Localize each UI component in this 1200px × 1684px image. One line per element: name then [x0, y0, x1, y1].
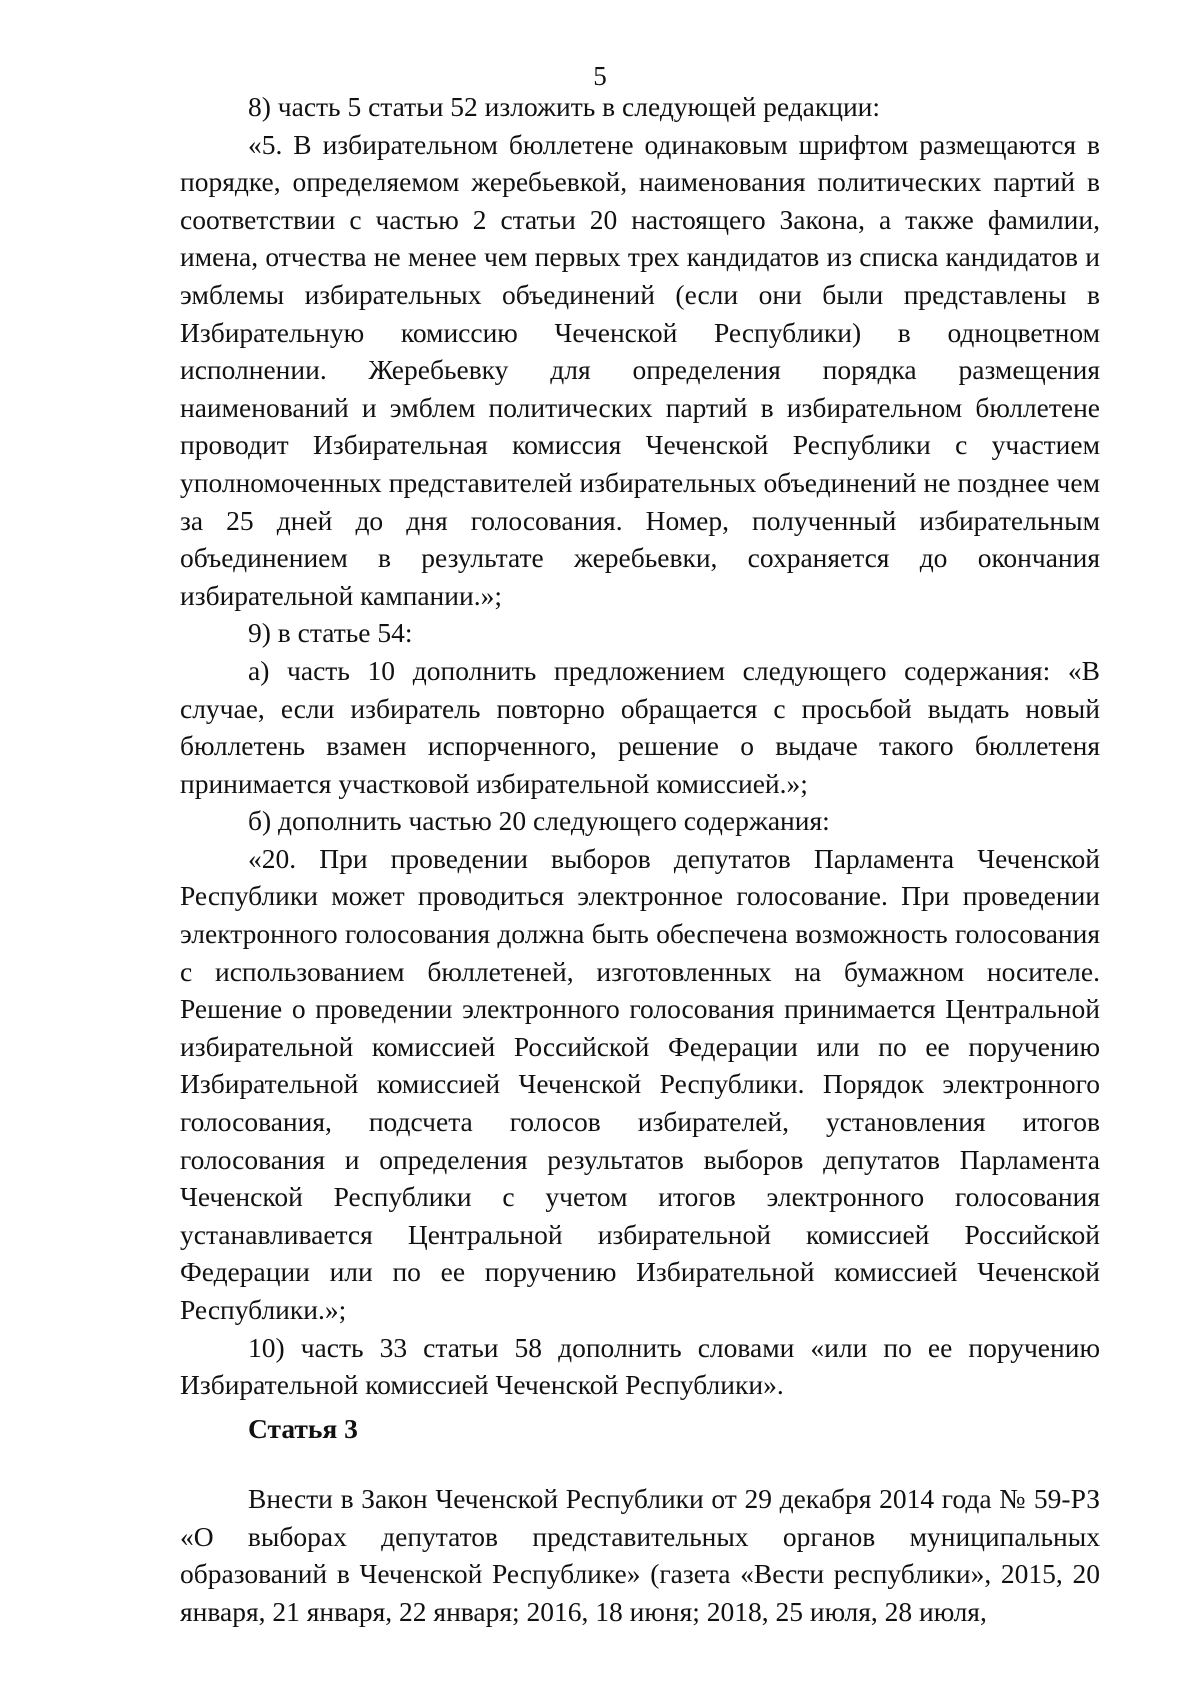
paragraph-item-9: 9) в статье 54:	[248, 617, 413, 649]
paragraph-article-3-intro: Внести в Закон Чеченской Республики от 29 декабря 2014 года № 59-РЗ «О выборах депутатов представительных органов муниципальных образований в Чеченской Республике» (газета «Вести республики», 2015, 20 января, 21 января, 22 января; 2016, 18 июня; 2018, 25 июля, 28 июля,	[180, 1483, 1100, 1627]
paragraph-item-9a: а) часть 10 дополнить предложением следующего содержания: «В случае, если избиратель повторно обращается с просьбой выдать новый бюллетень взамен испорченного, решение о выдаче такого бюллетеня принимается участковой избирательной комиссией.»;	[180, 654, 1100, 799]
article-heading: Статья 3	[248, 1413, 358, 1444]
paragraph-part-20-text: «20. При проведении выборов депутатов Парламента Чеченской Республики может проводиться электронное голосование. При проведении электронного голосования должна быть обеспечена возможность голосования с использованием бюллетеней, изготовленных на бумажном носителе. Решение о проведении электронного голосования принимается Центральной избирательной комиссией Российской Федерации или по ее поручению Избирательной комиссией Чеченской Республики. Порядок электронного голосования, подсчета голосов избирателей, установления итогов голосования и определения результатов выборов депутатов Парламента Чеченской Республики с учетом итогов электронного голосования устанавливается Центральной избирательной комиссией Российской Федерации или по ее поручению Избирательной комиссией Чеченской Республики.»;	[180, 842, 1100, 1325]
amendments-body	[180, 88, 1100, 1404]
paragraph-item-9b: б) дополнить частью 20 следующего содержания:	[248, 805, 830, 837]
paragraph-item-8: 8) часть 5 статьи 52 изложить в следующей редакции:	[248, 91, 881, 122]
paragraph-item-10: 10) часть 33 статьи 58 дополнить словами «или по ее поручению Избирательной комиссией Чеченской Республики».	[180, 1331, 1100, 1401]
article-3-body	[180, 1480, 1100, 1630]
page-number: 5	[593, 61, 607, 91]
paragraph-part-5-text: «5. В избирательном бюллетене одинаковым шрифтом размещаются в порядке, определяемом жеребьевкой, наименования политических партий в соответствии с частью 2 статьи 20 настоящего Закона, а также фамилии, имена, отчества не менее чем первых трех кандидатов из списка кандидатов и эмблемы избирательных объединений (если они были представлены в Избирательную комиссию Чеченской Республики) в одноцветном исполнении. Жеребьевку для определения порядка размещения наименований и эмблем политических партий в избирательном бюллетене проводит Избирательная комиссия Чеченской Республики с участием уполномоченных представителей избирательных объединений не позднее чем за 25 дней до дня голосования. Номер, полученный избирательным объединением в результате жеребьевки, сохраняется до окончания избирательной кампании.»;	[180, 128, 1100, 611]
